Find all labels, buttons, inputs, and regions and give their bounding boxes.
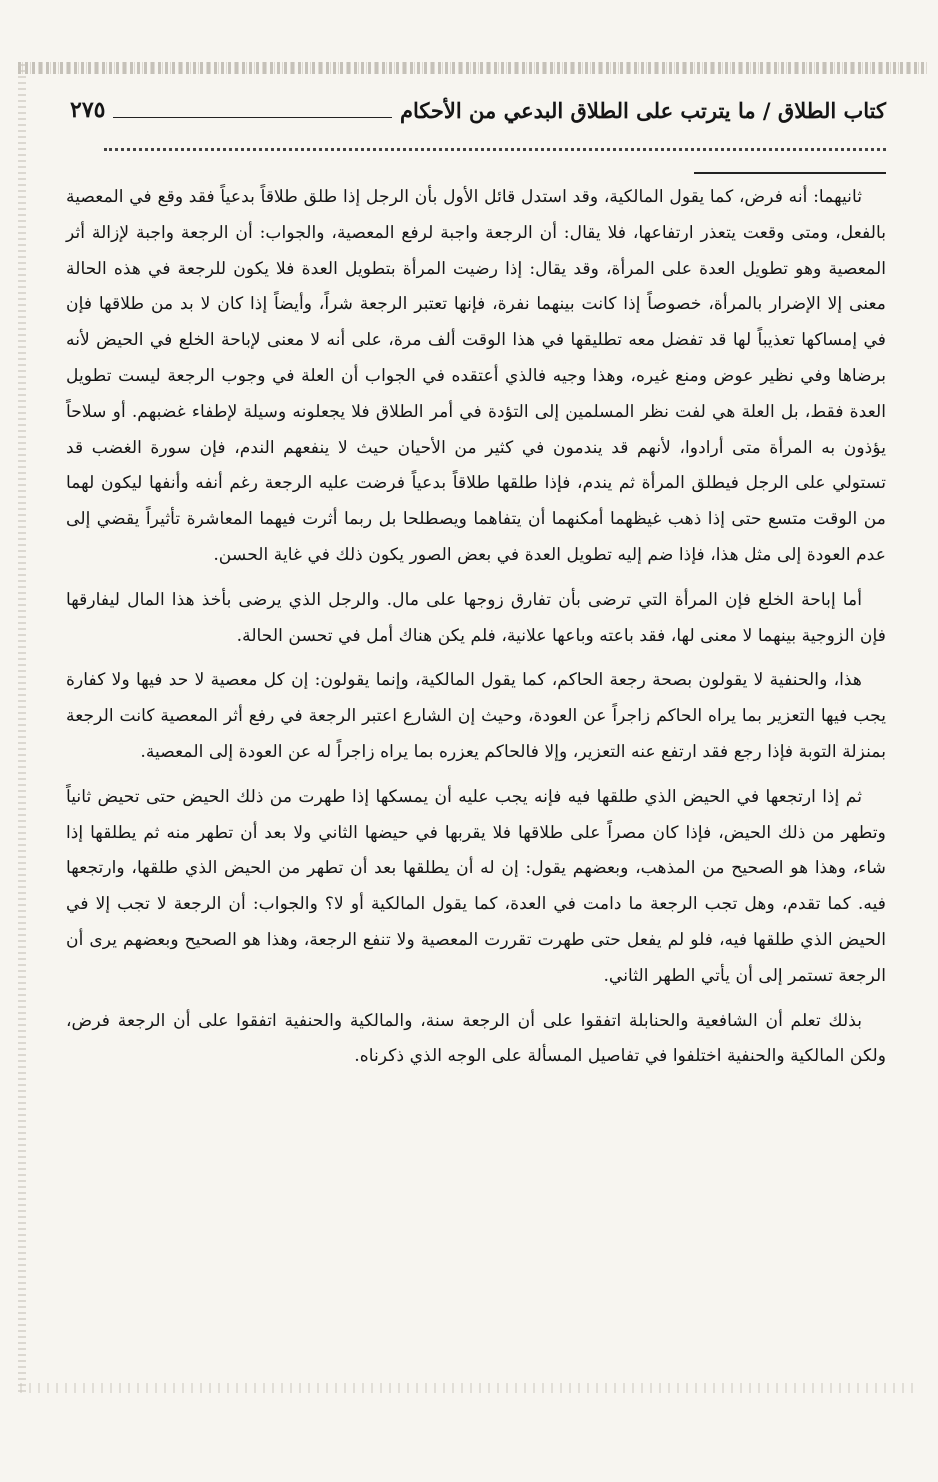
paragraph: ثانيهما: أنه فرض، كما يقول المالكية، وقد استدل قائل الأول بأن الرجل إذا طلق طلاقاً بدعياً فقد وقع في المعصية بالفعل، ومتى وقعت يتعذر ارتفاعها، فلا يقال: أن الرجعة واجبة لرفع المعصية، والجواب: أن الرجعة واجبة لإزالة أثر المعصية وهو تطويل العدة على المرأة، وقد يقال: إذا رضيت المرأة بتطويل العدة فلا يكون للرجعة في هذه الحالة معنى إلا الإضرار بالمرأة، خصوصاً إذا كانت بينهما نفرة، فإنها تعتبر الرجعة شراً، وأيضاً إذا كان لا بد من طلاقها فإن في إمساكها تعذيباً لها قد تفضل معه تطليقها في هذا الوقت ألف مرة، على أنه لا معنى لإباحة الخلع في الحيض لأنه برضاها وفي نظير عوض ومنع غيره، وهذا وجيه فالذي أعتقده في الجواب أن العلة في وجوب الرجعة ليست تطويل العدة فقط، بل العلة هي لفت نظر المسلمين إلى التؤدة في أمر الطلاق فلا يجعلونه وسيلة لإطفاء غضبهم. أو سلاحاً يؤذون به المرأة متى أرادوا، لأنهم قد يندمون في كثير من الأحيان حيث لا ينفعهم الندم، فإن سورة الغضب قد تستولي على الرجل فيطلق المرأة ثم يندم، فإذا طلقها طلاقاً بدعياً فرضت عليه الرجعة رغم أنفه وأنفها ليكون لهما من الوقت متسع حتى إذا ذهب غيظهما أمكنهما أن يتفاهما ويصطلحا بل ربما أثرت فيهما المعاشرة تأثيراً يقضي إلى عدم العودة إلى مثل هذا، فإذا ضم إليه تطويل العدة في بعض الصور يكون ذلك في غاية الحسن. [66, 187, 886, 565]
paragraph: بذلك تعلم أن الشافعية والحنابلة اتفقوا على أن الرجعة سنة، والمالكية والحنفية اتفقوا على أن الرجعة فرض، ولكن المالكية والحنفية اختلفوا في تفاصيل المسألة على الوجه الذي ذكرناه. [66, 1010, 886, 1067]
running-title: كتاب الطلاق / ما يترتب على الطلاق البدعي من الأحكام [399, 97, 886, 123]
page-header [70, 92, 886, 128]
ornamental-border-top [18, 62, 928, 74]
header-rule [113, 103, 391, 118]
paragraph: أما إباحة الخلع فإن المرأة التي ترضى بأن تفارق زوجها على مال. والرجل الذي يرضى بأخذ هذا المال ليفارقها فإن الزوجية بينهما لا معنى لها، فقد باعته وباعها علانية، فلم يكن هناك أمل في تحسن الحالة. [66, 589, 886, 646]
page-number: ٢٧٥ [70, 97, 106, 123]
ornamental-border-bottom [20, 1383, 918, 1393]
dotted-divider [104, 134, 886, 151]
header-underline [694, 172, 886, 174]
paragraph: هذا، والحنفية لا يقولون بصحة رجعة الحاكم، كما يقول المالكية، وإنما يقولون: إن كل معصية لا حد فيها ولا كفارة يجب فيها التعزير بما يراه الحاكم زاجراً عن العودة، وحيث إن الشارع اعتبر الرجعة في رفع أثر المعصية كانت الرجعة بمنزلة التوبة فإذا رجع فقد ارتفع عنه التعزير، وإلا فالحاكم يعزره بما يراه زاجراً له عن العودة إلى المعصية. [66, 670, 886, 762]
ornamental-border-left [18, 62, 26, 1392]
paragraph: ثم إذا ارتجعها في الحيض الذي طلقها فيه فإنه يجب عليه أن يمسكها إذا طهرت من ذلك الحيض حتى تحيض ثانياً وتطهر من ذلك الحيض، فإذا كان مصراً على طلاقها فلا يقربها في حيضها الثاني ولا بعد أن تطهر منه ثم يطلقها إذا شاء، وهذا هو الصحيح من المذهب، وبعضهم يقول: إن له أن يطلقها بعد أن تطهر من الحيض الذي طلقها، وارتجعها فيه. كما تقدم، وهل تجب الرجعة ما دامت في العدة، كما يقول المالكية أو لا؟ والجواب: أن الرجعة لا تجب إلا في الحيض الذي طلقها فيه، فلو لم يفعل حتى طهرت تقررت المعصية ولا تنفع الرجعة، وهذا هو الصحيح وبعضهم يرى أن الرجعة تستمر إلى أن يأتي الطهر الثاني. [66, 786, 886, 986]
body-text [66, 180, 886, 1084]
